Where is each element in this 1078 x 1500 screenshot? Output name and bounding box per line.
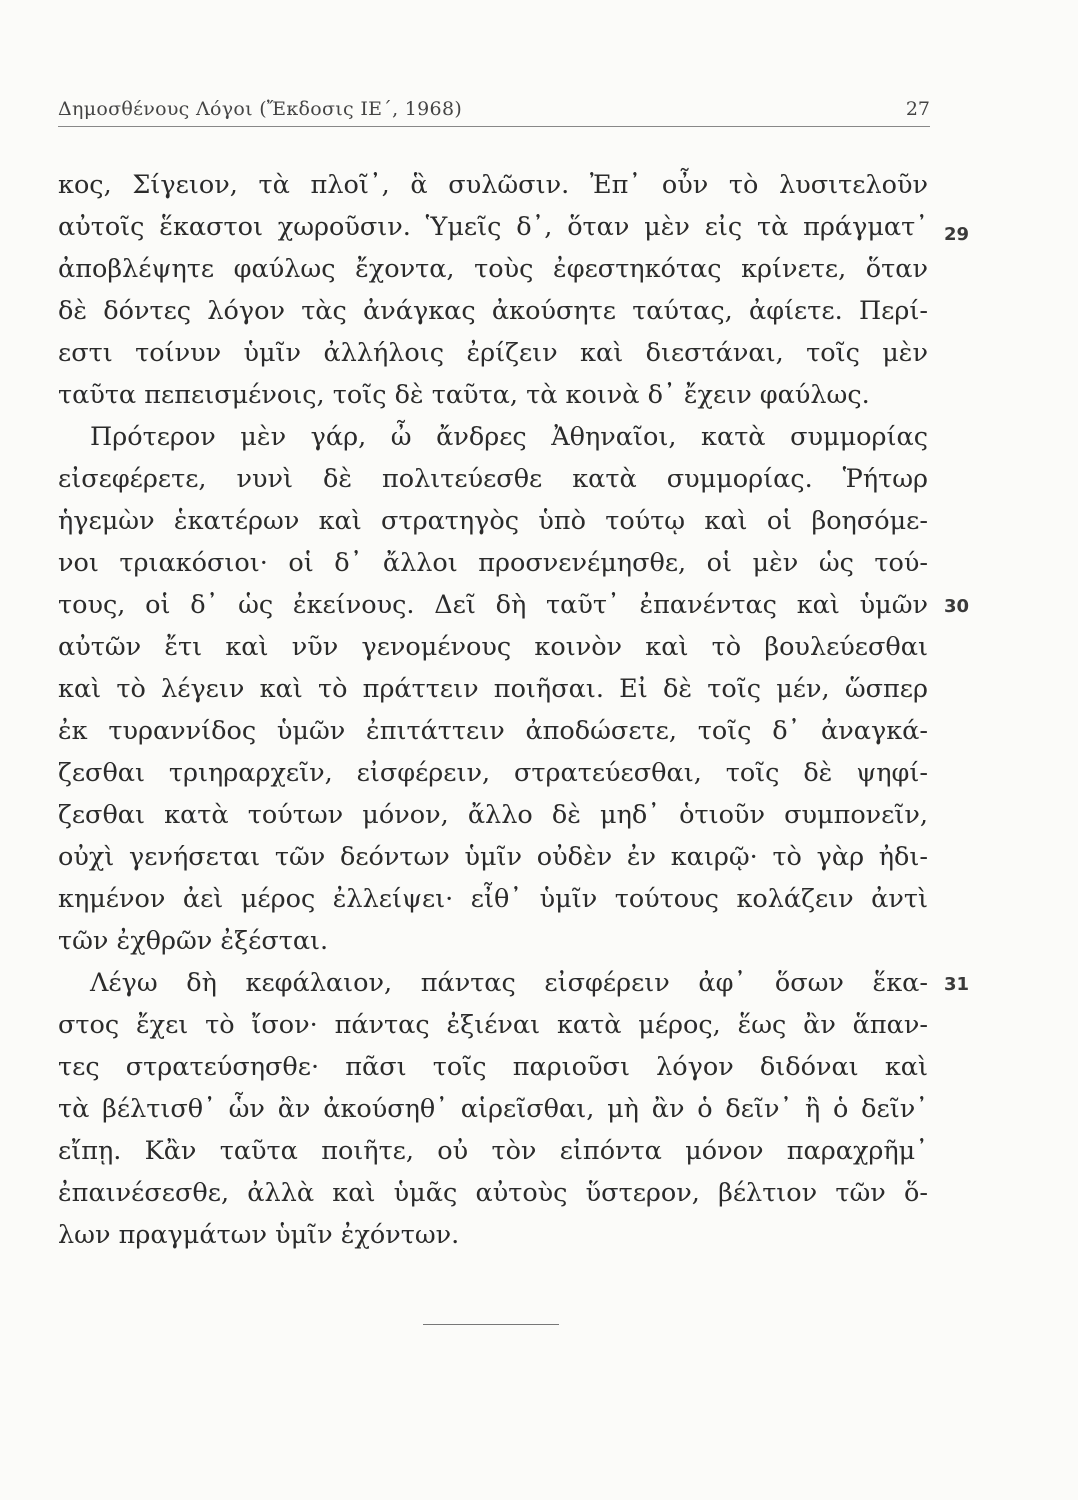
text-line: ἐπαινέσεσθε, ἀλλὰ καὶ ὑμᾶς αὐτοὺς ὕστερον, βέλτιον τῶν ὅ-	[58, 1178, 928, 1208]
text-line: ἀποβλέψητε φαύλως ἔχοντα, τοὺς ἐφεστηκότας κρίνετε, ὅταν	[58, 254, 928, 284]
text-line: αὐτοῖς ἕκαστοι χωροῦσιν. Ὑμεῖς δ᾽, ὅταν μὲν εἰς τὰ πράγματ᾽	[58, 212, 928, 242]
text-line: στος ἔχει τὸ ἴσον· πάντας ἐξιέναι κατὰ μέρος, ἕως ἂν ἅπαν-	[58, 1010, 928, 1040]
text-line: καὶ τὸ λέγειν καὶ τὸ πράττειν ποιῆσαι. Εἰ δὲ τοῖς μέν, ὥσπερ	[58, 674, 928, 704]
text-line: ζεσθαι κατὰ τούτων μόνον, ἄλλο δὲ μηδ᾽ ὁτιοῦν συμπονεῖν,	[58, 800, 928, 830]
text-line: ἡγεμὼν ἑκατέρων καὶ στρατηγὸς ὑπὸ τούτῳ καὶ οἱ βοησόμε-	[58, 506, 928, 536]
text-line: ταῦτα πεπεισμένοις, τοῖς δὲ ταῦτα, τὰ κοινὰ δ᾽ ἔχειν φαύλως.	[58, 380, 870, 410]
section-number: 29	[944, 224, 970, 245]
text-line: ζεσθαι τριηραρχεῖν, εἰσφέρειν, στρατεύεσθαι, τοῖς δὲ ψηφί-	[58, 758, 928, 788]
text-line: εἴπῃ. Κἂν ταῦτα ποιῆτε, οὐ τὸν εἰπόντα μόνον παραχρῆμ᾽	[58, 1136, 928, 1166]
section-number: 31	[944, 974, 970, 995]
running-head-title: Δημοσθένους Λόγοι (Ἔκδοσις ΙΕ΄, 1968)	[58, 98, 463, 120]
text-line: αὐτῶν ἔτι καὶ νῦν γενομένους κοινὸν καὶ τὸ βουλεύεσθαι	[58, 632, 928, 662]
text-line: εστι τοίνυν ὑμῖν ἀλλήλοις ἐρίζειν καὶ διεστάναι, τοῖς μὲν	[58, 338, 928, 368]
text-line: δὲ δόντες λόγον τὰς ἀνάγκας ἀκούσητε ταύτας, ἀφίετε. Περί-	[58, 296, 928, 326]
text-line: τὰ βέλτισθ᾽ ὧν ἂν ἀκούσηθ᾽ αἱρεῖσθαι, μὴ ἂν ὁ δεῖν᾽ ἢ ὁ δεῖν᾽	[58, 1094, 928, 1124]
text-line: οὐχὶ γενήσεται τῶν δεόντων ὑμῖν οὐδὲν ἐν καιρῷ· τὸ γὰρ ἠδι-	[58, 842, 928, 872]
text-line: κος, Σίγειον, τὰ πλοῖ᾽, ἃ συλῶσιν. Ἐπ᾽ οὖν τὸ λυσιτελοῦν	[58, 170, 928, 200]
text-line: τῶν ἐχθρῶν ἐξέσται.	[58, 926, 329, 956]
text-line: εἰσεφέρετε, νυνὶ δὲ πολιτεύεσθε κατὰ συμμορίας. Ῥήτωρ	[58, 464, 928, 494]
text-line: ἐκ τυραννίδος ὑμῶν ἐπιτάττειν ἀποδώσετε, τοῖς δ᾽ ἀναγκά-	[58, 716, 928, 746]
text-line: λων πραγμάτων ὑμῖν ἐχόντων.	[58, 1220, 460, 1250]
text-line: τους, οἱ δ᾽ ὡς ἐκείνους. Δεῖ δὴ ταῦτ᾽ ἐπανέντας καὶ ὑμῶν	[58, 590, 928, 620]
text-line: νοι τριακόσιοι· οἱ δ᾽ ἄλλοι προσνενέμησθε, οἱ μὲν ὡς τού-	[58, 548, 928, 578]
end-rule	[423, 1324, 559, 1325]
text-line: Λέγω δὴ κεφάλαιον, πάντας εἰσφέρειν ἀφ᾽ ὅσων ἕκα-	[90, 968, 928, 998]
section-number: 30	[944, 596, 970, 617]
text-line: Πρότερον μὲν γάρ, ὦ ἄνδρες Ἀθηναῖοι, κατὰ συμμορίας	[90, 422, 928, 452]
text-line: τες στρατεύσησθε· πᾶσι τοῖς παριοῦσι λόγον διδόναι καὶ	[58, 1052, 928, 1082]
page-number: 27	[905, 98, 930, 120]
running-head	[58, 98, 930, 127]
text-line: κημένον ἀεὶ μέρος ἐλλείψει· εἶθ᾽ ὑμῖν τούτους κολάζειν ἀντὶ	[58, 884, 928, 914]
